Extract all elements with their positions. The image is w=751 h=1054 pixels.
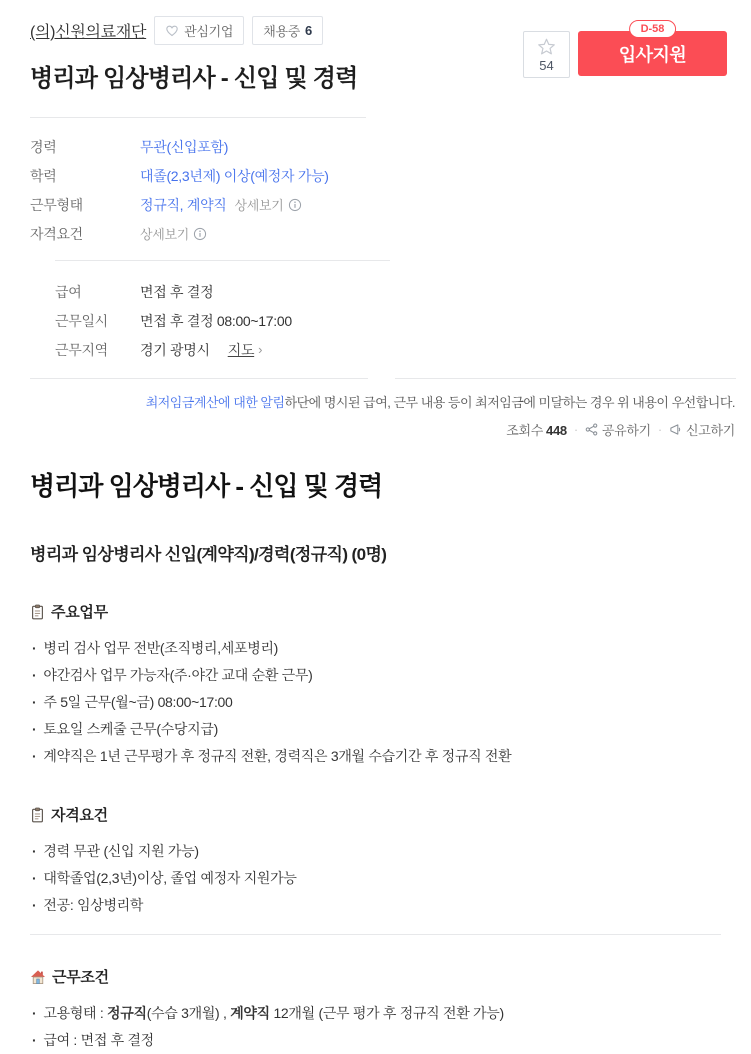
- divider-right-segment: [395, 378, 736, 379]
- clipboard-icon: [30, 604, 45, 620]
- divider-left-segment: [30, 378, 368, 379]
- apply-button[interactable]: 입사지원: [578, 31, 727, 76]
- summary-table-primary: [0, 132, 751, 248]
- summary-value: 면접 후 결정 08:00~17:00: [140, 312, 292, 329]
- summary-row-requirements: [30, 219, 751, 248]
- summary-label: 근무일시: [55, 312, 108, 329]
- content-title: 병리과 임상병리사 - 신입 및 경력: [30, 471, 383, 501]
- section-heading: 자격요건: [51, 807, 108, 824]
- summary-label: 근무지역: [55, 341, 108, 358]
- list-item: · 계약직은 1년 근무평가 후 정규직 전환, 경력직은 3개월 수습기간 후 정규직 전환: [32, 743, 721, 770]
- summary-row-location: [55, 335, 751, 364]
- section-head-work-conditions: [30, 966, 751, 987]
- summary-table-secondary: [0, 277, 751, 364]
- report-siren-icon: [669, 423, 682, 436]
- list-item: · 주 5일 근무(월~금) 08:00~17:00: [32, 689, 721, 716]
- list-item: · 고용형태 : 정규직(수습 3개월) , 계약직 12개월 (근무 평가 후 정규직 전환 가능): [32, 1000, 721, 1027]
- report-button[interactable]: [669, 420, 735, 439]
- summary-row-work-hours: [55, 306, 751, 335]
- map-link[interactable]: 지도: [227, 341, 255, 358]
- qualifications-list: [32, 838, 721, 919]
- stats-row: [0, 420, 751, 439]
- summary-row-salary: [55, 277, 751, 306]
- detail-link[interactable]: 상세보기: [234, 198, 284, 213]
- share-label: 공유하기: [601, 423, 651, 438]
- summary-row-employment-type: [30, 190, 751, 219]
- detail-link[interactable]: 상세보기: [140, 227, 190, 242]
- section-head-main-duties: [30, 601, 751, 622]
- section-heading: 근무조건: [52, 969, 109, 986]
- summary-label: 학력: [30, 167, 57, 184]
- dot-separator: ·: [657, 422, 662, 437]
- view-count: 조회수 448: [506, 423, 567, 438]
- summary-label: 경력: [30, 138, 57, 155]
- company-name-link[interactable]: (의)신원의료재단: [30, 24, 147, 41]
- summary-row-education: [30, 161, 751, 190]
- share-icon: [585, 423, 598, 436]
- hiring-badge-count: 6: [304, 23, 312, 38]
- summary-value: 경기 광명시: [140, 341, 210, 358]
- scrap-count: 54: [539, 57, 554, 73]
- summary-value: 면접 후 결정: [140, 283, 214, 300]
- section-heading: 주요업무: [51, 604, 108, 621]
- summary-label: 근무형태: [30, 196, 83, 213]
- header-actions: [523, 23, 727, 78]
- list-item: · 야간검사 업무 가능자(주·야간 교대 순환 근무): [32, 662, 721, 689]
- divider-header: [30, 117, 366, 118]
- work-conditions-list: [32, 1000, 721, 1054]
- divider-split: [30, 378, 736, 379]
- clipboard-icon: [30, 807, 45, 823]
- chevron-right-icon: ›: [258, 342, 263, 357]
- star-icon: [536, 37, 557, 57]
- heart-icon: [165, 24, 179, 38]
- minimum-wage-notice: [0, 392, 751, 411]
- summary-value: 대졸(2,3년제) 이상(예정자 가능): [140, 167, 329, 184]
- job-header: [0, 0, 751, 93]
- list-item: · 토요일 스케줄 근무(수당지급): [32, 716, 721, 743]
- divider-sections: [30, 934, 721, 935]
- content-subtitle: 병리과 임상병리사 신입(계약직)/경력(정규직) (0명): [30, 545, 387, 564]
- apply-button-wrap: [578, 23, 727, 76]
- list-item: · 대학졸업(2,3년)이상, 졸업 예정자 지원가능: [32, 865, 721, 892]
- report-label: 신고하기: [685, 423, 735, 438]
- divider-summary: [55, 260, 390, 261]
- favorite-company-label: 관심기업: [184, 24, 234, 39]
- summary-label: 급여: [55, 283, 82, 300]
- hiring-count-badge[interactable]: [252, 16, 323, 45]
- list-item: · 전공: 임상병리학: [32, 892, 721, 919]
- list-item: · 병리 검사 업무 전반(조직병리,세포병리): [32, 635, 721, 662]
- favorite-company-button[interactable]: [154, 16, 244, 45]
- summary-value: 정규직, 계약직: [140, 196, 227, 213]
- dday-badge: D-58: [629, 20, 677, 38]
- hiring-badge-label: 채용중: [263, 24, 300, 39]
- main-duties-list: [32, 635, 721, 770]
- list-item: · 급여 : 면접 후 결정: [32, 1027, 721, 1054]
- job-title: 병리과 임상병리사 - 신입 및 경력: [30, 65, 358, 92]
- summary-label: 자격요건: [30, 225, 83, 242]
- share-button[interactable]: [585, 420, 651, 439]
- minimum-wage-text: 하단에 명시된 급여, 근무 내용 등이 최저임금에 미달하는 경우 위 내용이 우선합니다.: [284, 395, 735, 410]
- info-icon[interactable]: [288, 198, 302, 212]
- list-item: · 경력 무관 (신입 지원 가능): [32, 838, 721, 865]
- scrap-button[interactable]: [523, 31, 570, 78]
- dot-separator: ·: [573, 422, 578, 437]
- summary-value: 무관(신입포함): [140, 138, 229, 155]
- minimum-wage-link[interactable]: 최저임금계산에 대한 알림: [145, 395, 285, 410]
- section-head-qualifications: [30, 804, 751, 825]
- info-icon[interactable]: [193, 227, 207, 241]
- summary-row-career: [30, 132, 751, 161]
- house-icon: [30, 969, 46, 985]
